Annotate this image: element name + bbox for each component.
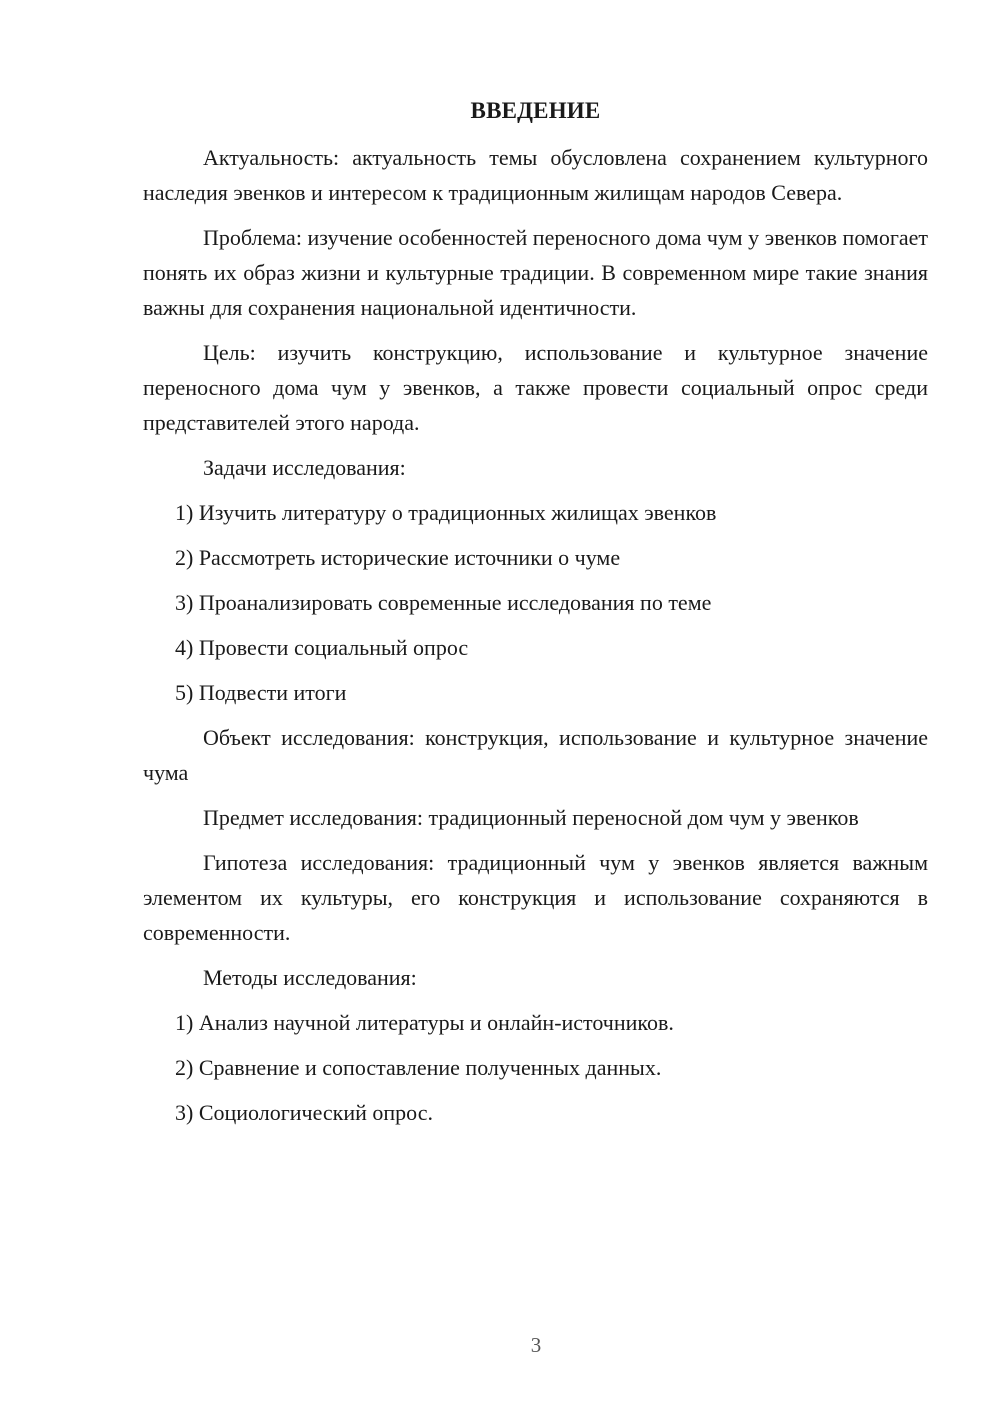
subject-paragraph: Предмет исследования: традиционный переносной дом чум у эвенков	[203, 805, 859, 830]
page-title: ВВЕДЕНИЕ	[470, 98, 601, 123]
tasks-heading: Задачи исследования:	[203, 455, 406, 480]
task-item: 4) Провести социальный опрос	[175, 635, 469, 660]
problem-paragraph: Проблема: изучение особенностей переносного дома чум у эвенков помогает понять их образ жизни и культурные традиции. В современном мире такие знания важны для сохранения национальной идентичности.	[143, 225, 928, 320]
page-number: 3	[530, 1333, 542, 1357]
hypothesis-paragraph: Гипотеза исследования: традиционный чум у эвенков является важным элементом их культуры, его конструкция и использование сохраняются в современности.	[143, 850, 928, 945]
task-item: 3) Проанализировать современные исследования по теме	[175, 590, 712, 615]
page-content	[143, 94, 928, 1140]
method-item: 1) Анализ научной литературы и онлайн-источников.	[175, 1010, 674, 1035]
task-item: 2) Рассмотреть исторические источники о чуме	[175, 545, 621, 570]
task-item: 5) Подвести итоги	[175, 680, 347, 705]
method-item: 3) Социологический опрос.	[175, 1100, 433, 1125]
goal-paragraph: Цель: изучить конструкцию, использование и культурное значение переносного дома чум у эвенков, а также провести социальный опрос среди представителей этого народа.	[143, 340, 928, 435]
methods-heading: Методы исследования:	[203, 965, 417, 990]
tasks-list	[143, 495, 928, 710]
relevance-paragraph: Актуальность: актуальность темы обусловлена сохранением культурного наследия эвенков и интересом к традиционным жилищам народов Севера.	[143, 145, 928, 205]
task-item: 1) Изучить литературу о традиционных жилищах эвенков	[175, 500, 717, 525]
method-item: 2) Сравнение и сопоставление полученных данных.	[175, 1055, 662, 1080]
object-paragraph: Объект исследования: конструкция, использование и культурное значение чума	[143, 725, 928, 785]
methods-list	[143, 1005, 928, 1130]
